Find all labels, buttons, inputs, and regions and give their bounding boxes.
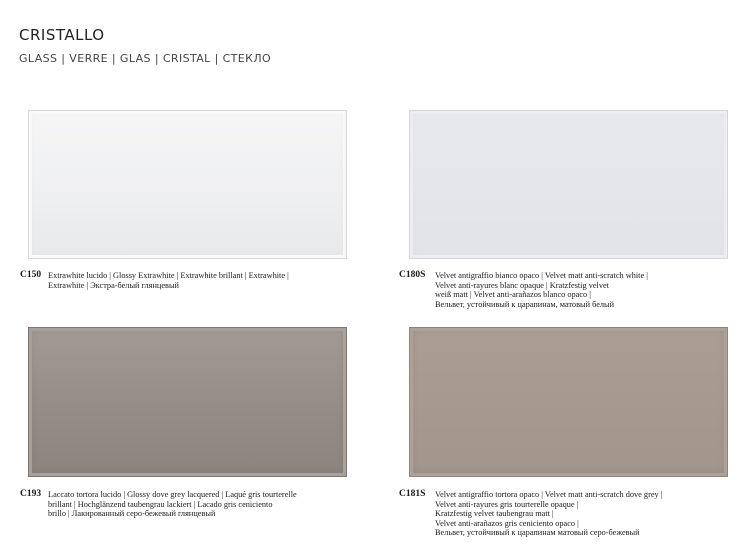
swatch-description-line: Extrawhite lucido | Glossy Extrawhite | Extrawhite brillant | Extrawhite | [48,271,289,280]
caption-c180s [399,271,719,309]
swatch-description-line: Laccato tortora lucido | Glossy dove grey lacquered | Laqué gris tourterelle [48,490,297,499]
swatch-description-line: Extrawhite | Экстра-белый глянцевый [48,280,179,290]
swatch-description-line: Velvet antigraffio bianco opaco | Velvet matt anti-scratch white | [435,271,648,280]
page-title: CRISTALLO [19,26,105,44]
swatch-code: C181S [399,489,426,499]
swatch-code: C193 [20,489,42,499]
caption-c193 [20,490,340,519]
swatch-description-line: brillo | Лакированный серо-бежевый глянцевый [48,509,216,519]
swatch-c150 [28,110,347,259]
swatch-description-line: Вельвет, устойчивый к царапинам матовый серо-бежевый [435,528,640,538]
swatch-c180s [409,110,728,259]
swatch-description-line: Velvet anti-arañazos gris ceniciento opaco | [435,518,579,528]
swatch-description-line: Kratzfestig velvet taubengrau matt | [435,509,554,519]
swatch-code: C180S [399,270,426,280]
swatch-description-line: brillant | Hochglänzend taubengrau lackiert | Lacado gris ceniciento [48,499,273,509]
swatch-c181s [409,327,728,477]
caption-c150 [20,271,340,290]
swatch-description-line: Velvet antigraffio tortora opaco | Velvet matt anti-scratch dove grey | [435,490,663,499]
swatch-description-line: Velvet anti-rayures blanc opaque | Kratzfestig velvet [435,280,609,290]
page-subtitle: GLASS | VERRE | GLAS | CRISTAL | СТЕКЛО [19,52,272,65]
swatch-description-line: Вельвет, устойчивый к царапинам, матовый белый [435,299,615,309]
swatch-c193 [28,327,347,477]
swatch-code: C150 [20,270,42,280]
swatch-description-line: Velvet anti-rayures gris tourterelle opaque | [435,499,579,509]
caption-c181s [399,490,719,538]
swatch-description-line: weiß matt | Velvet anti-arañazos blanco opaco | [435,290,591,300]
